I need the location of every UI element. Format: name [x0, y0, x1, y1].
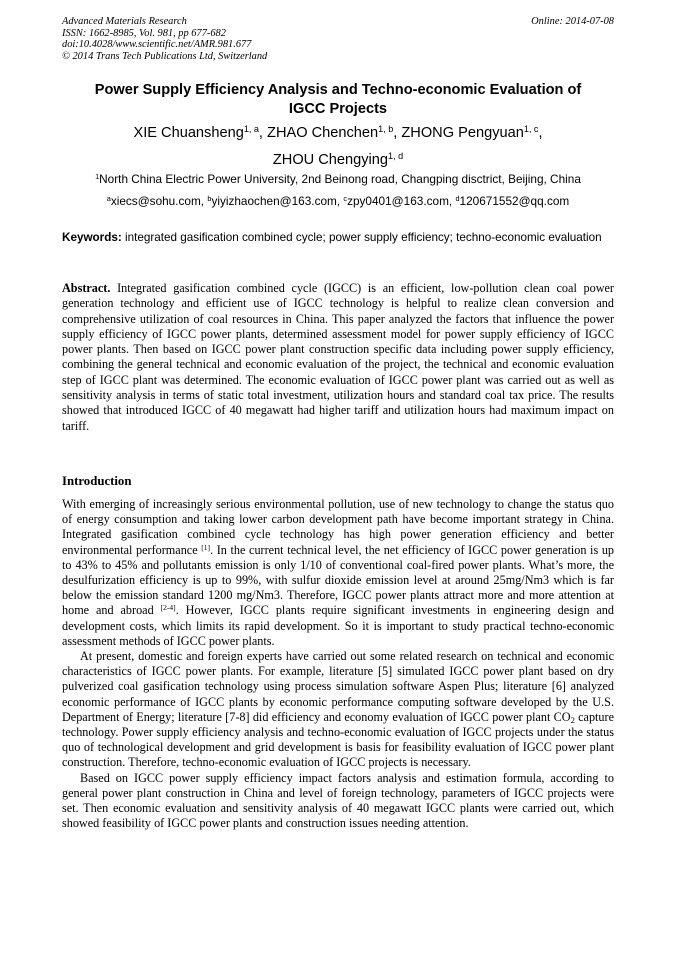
journal-name: Advanced Materials Research: [62, 16, 187, 27]
affiliation: [62, 172, 614, 187]
title-line-2: IGCC Projects: [288, 100, 388, 117]
paragraph-text: . In the current technical level, the net efficiency of IGCC power generation is up to 43% to 45% and pollutants emission is only 1/10 of conventional coal-fired power plants. What’s more, the desulfurization efficiency is up to 99%, with sulfur dioxide emission level at around 25mg/Nm3 which is far below the emission standard 1200 mg/Nm3. Therefore, IGCC power plants attract more and more attention at home and abroad: [62, 542, 615, 618]
paragraph-text: With emerging of increasingly serious environmental pollution, use of new technology to change the status quo of energy consumption and taking lower carbon development path have become important strategy in China. Integrated gasification combined cycle technology has high power generation efficiency and better environmental performance: [62, 497, 614, 557]
online-date: Online: 2014-07-08: [531, 16, 614, 27]
paper-title: [62, 81, 614, 118]
paragraph-text: capture technology. Power supply efficiency analysis and techno-economic evaluation of IGCC projects under the status quo of technological development and grid development is basis for feasibility evaluation of IGCC power plant construction. Therefore, techno-economic evaluation of IGCC projects is necessary.: [62, 709, 614, 770]
title-line-1: Power Supply Efficiency Analysis and Techno-economic Evaluation of: [94, 82, 582, 98]
author-affil-mark: 1, d: [388, 151, 404, 162]
issn-line: ISSN: 1662-8985, Vol. 981, pp 677-682: [62, 27, 226, 39]
affiliation-mark: 1: [95, 171, 100, 181]
author-name: ZHAO Chenchen: [267, 125, 379, 141]
paragraph-text: At present, domestic and foreign experts have carried out some related research on technical and economic characteristics of IGCC power plants. For example, literature [5] simulated IGCC power plant based on dry pulverized coal gasification technology using process simulation software Aspen Plus; literature [6] analyzed economic performance of IGCC plants by economic performance computing software developed by the U.S. Department of Energy; literature [7-8] did efficiency and economy evaluation of IGCC power plant CO: [62, 649, 614, 724]
author-affil-mark: 1, b: [378, 124, 394, 135]
email-mark: b: [207, 193, 212, 203]
email-address[interactable]: xiecs@sohu.com,: [110, 194, 208, 208]
intro-paragraph-2: [62, 649, 614, 771]
citation-ref[interactable]: [2-4]: [160, 603, 176, 613]
email-address[interactable]: 120671552@qq.com: [459, 194, 570, 208]
journal-header: [62, 16, 614, 62]
abstract-text: Integrated gasification combined cycle (IGCC) is an efficient, low-pollution clean coal power generation technology and efficient use of IGCC technology is helpful to realize clean conversion and comprehensive utilization of coal resources in China. This paper analyzed the factors that influence the power supply efficiency of IGCC power plants, determined assessment model for power supply efficiency of IGCC power plants. Then based on IGCC power plant construction specific data including power supply efficiency, combining the general technical and economic evaluation of the project, the technical and economic evaluation step of IGCC plant was determined. The economic evaluation of IGCC power plant was carried out as well as sensitivity analysis in terms of static total investment, utilization hours and standard coal tax price. The results showed that introduced IGCC of 40 megawatt had higher tariff and utilization hours had maximum impact on tariff.: [62, 281, 614, 433]
subscript: 2: [570, 714, 575, 725]
doi-line[interactable]: doi:10.4028/www.scientific.net/AMR.981.677: [62, 39, 252, 51]
intro-paragraph-1: [62, 497, 614, 649]
author-list: [62, 120, 614, 174]
author-line-2: [62, 147, 614, 174]
paragraph-text: . However, IGCC plants require significant investments in engineering design and development costs, which limits its rapid development. So it is important to study practical techno-economic assessment methods of IGCC power plants.: [62, 603, 614, 648]
author-name: XIE Chuansheng: [133, 125, 244, 141]
email-list: [62, 194, 614, 209]
keywords-label: Keywords:: [62, 231, 122, 244]
author-separator: ,: [258, 125, 268, 141]
author-affil-mark: 1, a: [243, 124, 259, 135]
affiliation-text: North China Electric Power University, 2nd Beinong road, Changping disctrict, Beijing, China: [99, 172, 581, 186]
author-separator: ,: [538, 125, 543, 141]
email-mark: a: [106, 193, 111, 203]
author-name: ZHOU Chengying: [272, 152, 389, 168]
section-heading-introduction: Introduction: [62, 474, 132, 488]
keywords: [62, 231, 614, 246]
author-name: ZHONG Pengyuan: [401, 125, 524, 141]
copyright-line: © 2014 Trans Tech Publications Ltd, Switzerland: [62, 50, 268, 62]
abstract: [62, 281, 614, 434]
keywords-text: integrated gasification combined cycle; power supply efficiency; techno-economic evaluation: [121, 231, 602, 244]
email-mark: c: [343, 193, 348, 203]
citation-ref[interactable]: [1]: [201, 542, 211, 552]
abstract-label: Abstract.: [62, 281, 111, 295]
email-mark: d: [455, 193, 460, 203]
email-address[interactable]: zpy0401@163.com,: [347, 194, 456, 208]
intro-paragraph-3: Based on IGCC power supply efficiency impact factors analysis and estimation formula, according to general power plant construction in China and level of foreign technology, parameters of IGCC projects were set. Then economic evaluation and sensitivity analysis of 40 megawatt IGCC plants were carried out, which showed feasibility of IGCC power plants and construction issues needing attention.: [62, 770, 614, 831]
author-separator: ,: [393, 125, 402, 141]
author-line-1: [62, 120, 614, 147]
introduction-body: [62, 497, 614, 831]
author-affil-mark: 1, c: [523, 124, 539, 135]
email-address[interactable]: yiyizhaochen@163.com,: [211, 194, 344, 208]
